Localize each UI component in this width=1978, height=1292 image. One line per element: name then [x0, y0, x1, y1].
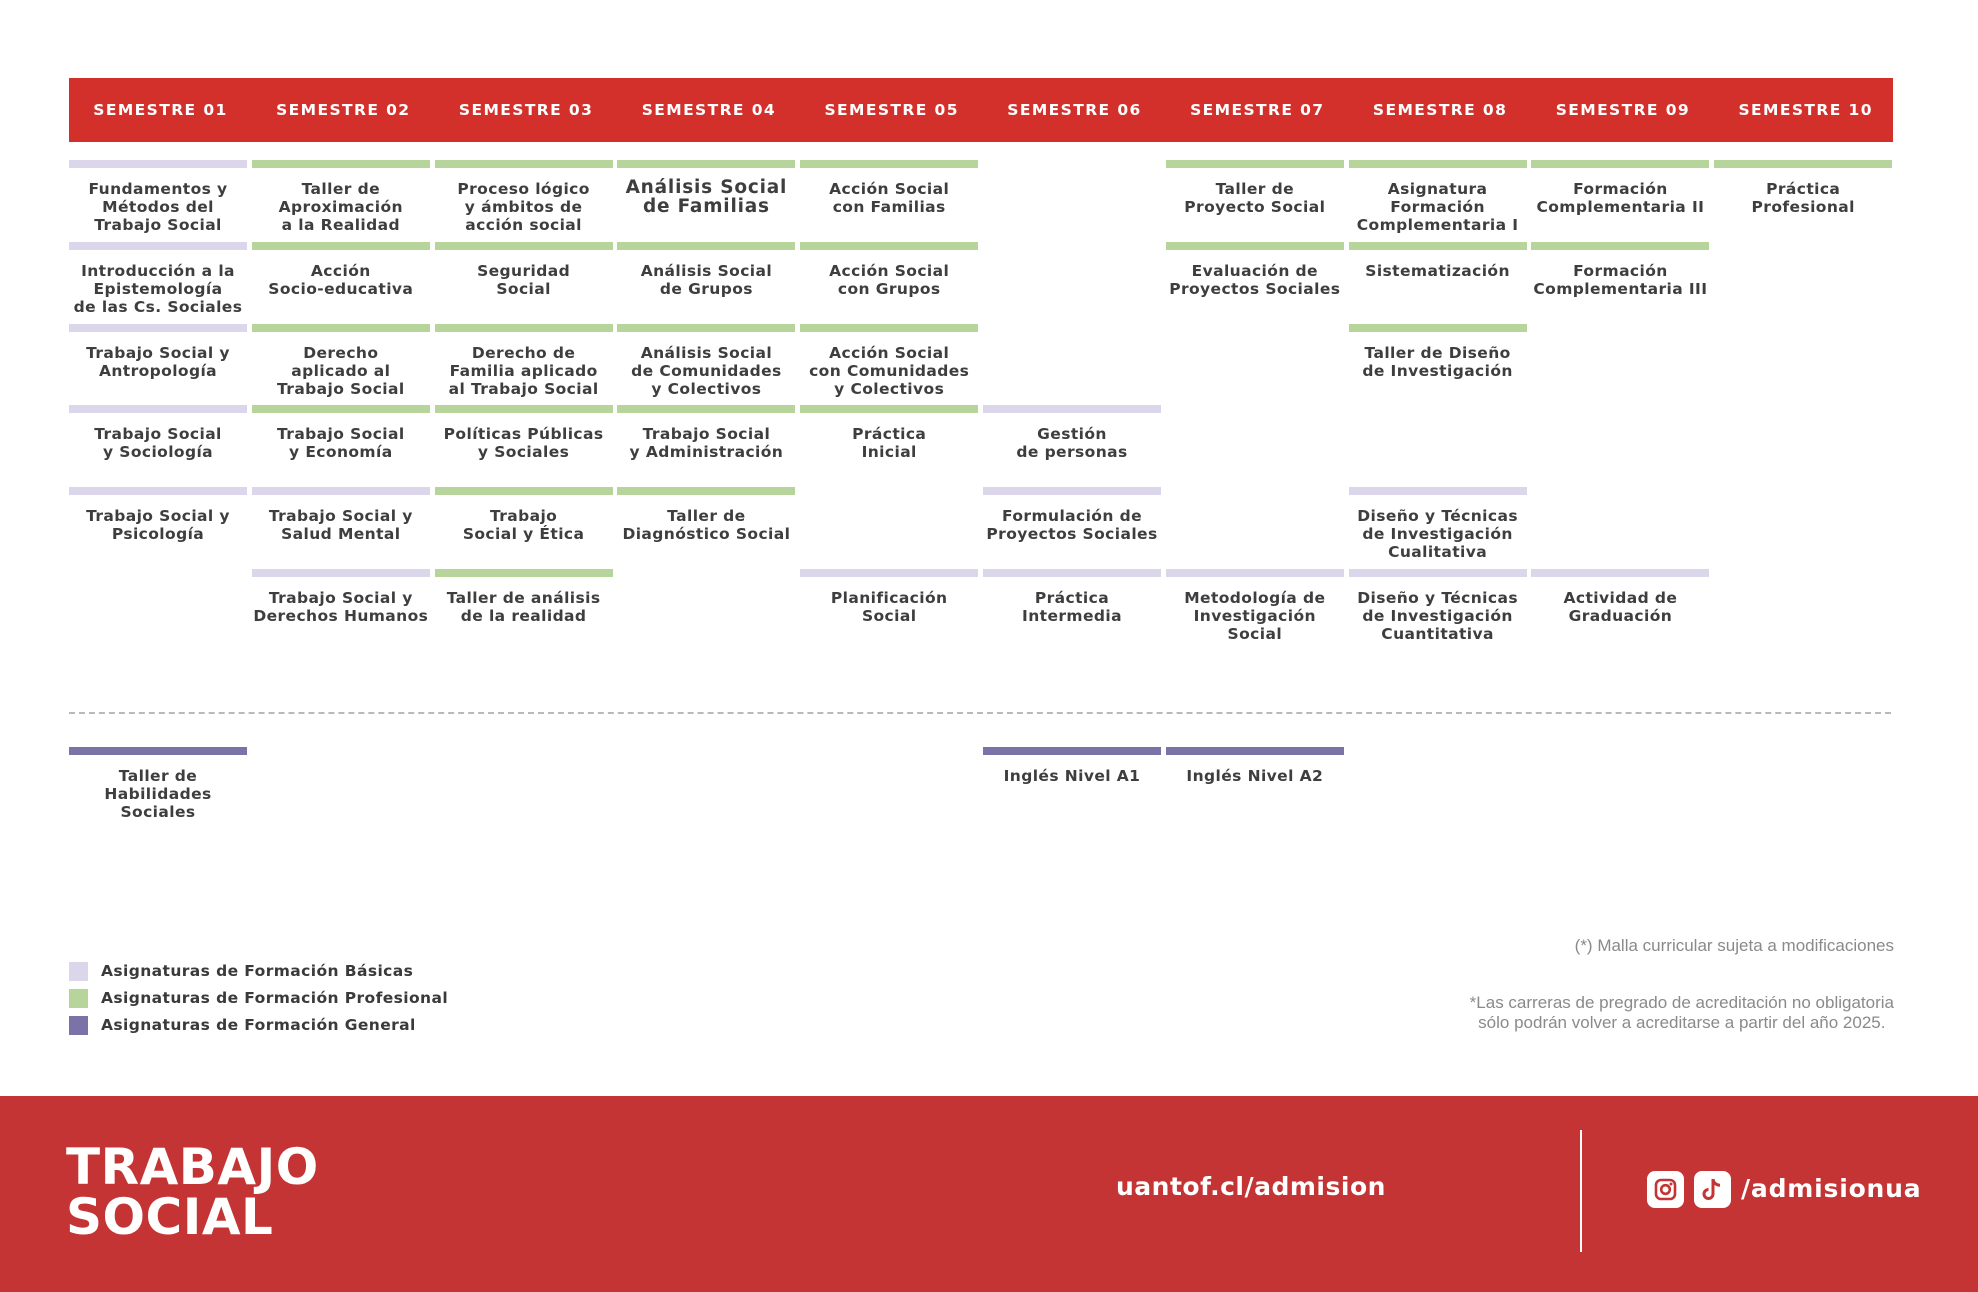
course-card: [1349, 569, 1527, 643]
course-type-bar: [252, 160, 430, 168]
semester-header-8: SEMESTRE 08: [1372, 101, 1508, 119]
course-card: [1714, 160, 1892, 216]
course-card: [800, 242, 978, 298]
course-type-bar: [617, 405, 795, 413]
course-name: Taller de Diseño de Investigación: [1362, 344, 1513, 380]
course-name: Diseño y Técnicas de Investigación Cuantitativa: [1357, 589, 1518, 643]
course-type-bar: [69, 405, 247, 413]
social-handle[interactable]: /admisionua: [1741, 1174, 1922, 1203]
course-card: [69, 747, 247, 821]
course-name: Trabajo Social y Sociología: [94, 425, 222, 461]
legend-swatch-basica: [69, 962, 88, 981]
course-name: Práctica Inicial: [852, 425, 927, 461]
course-card: [69, 160, 247, 234]
course-card: [800, 405, 978, 461]
course-card: [69, 242, 247, 316]
semester-header-5: SEMESTRE 05: [824, 101, 959, 119]
course-name: Evaluación de Proyectos Sociales: [1169, 262, 1341, 298]
course-name: Formulación de Proyectos Sociales: [986, 507, 1158, 543]
course-type-bar: [69, 324, 247, 332]
course-name: Trabajo Social y Administración: [629, 425, 784, 461]
course-name: Planificación Social: [830, 589, 948, 625]
course-name: Taller de análisis de la realidad: [446, 589, 601, 625]
course-type-bar: [983, 569, 1161, 577]
semester-header-7: SEMESTRE 07: [1190, 101, 1325, 119]
course-type-bar: [1714, 160, 1892, 168]
course-card: [983, 747, 1161, 785]
course-name: Sistematización: [1365, 262, 1510, 280]
course-name: Acción Socio-educativa: [268, 262, 414, 298]
course-name: Fundamentos y Métodos del Trabajo Social: [88, 180, 228, 234]
course-type-bar: [1166, 160, 1344, 168]
course-card: [435, 487, 613, 543]
section-divider: [69, 712, 1891, 714]
course-type-bar: [1531, 569, 1709, 577]
course-name: Taller de Proyecto Social: [1184, 180, 1326, 216]
course-type-bar: [1349, 160, 1527, 168]
course-name: Diseño y Técnicas de Investigación Cualitativa: [1357, 507, 1518, 561]
tiktok-icon[interactable]: [1694, 1171, 1731, 1208]
course-type-bar: [252, 242, 430, 250]
course-card: [1166, 242, 1344, 298]
course-type-bar: [983, 405, 1161, 413]
semester-header-1: SEMESTRE 01: [93, 101, 228, 119]
course-card: [800, 569, 978, 625]
course-type-bar: [617, 487, 795, 495]
course-type-bar: [435, 487, 613, 495]
course-name: Gestión de personas: [1016, 425, 1128, 461]
course-card: [983, 405, 1161, 461]
course-type-bar: [252, 487, 430, 495]
course-name: Acción Social con Grupos: [829, 262, 950, 298]
course-name: Asignatura Formación Complementaria I: [1356, 180, 1519, 234]
course-card: [1349, 324, 1527, 380]
course-type-bar: [435, 405, 613, 413]
course-card: [1166, 569, 1344, 643]
course-type-bar: [1166, 242, 1344, 250]
course-name: Seguridad Social: [477, 262, 571, 298]
course-type-bar: [252, 569, 430, 577]
course-type-bar: [1349, 242, 1527, 250]
course-card: [435, 324, 613, 398]
course-type-bar: [435, 569, 613, 577]
course-name: Derecho de Familia aplicado al Trabajo Social: [448, 344, 599, 398]
course-card: [252, 405, 430, 461]
course-type-bar: [1349, 324, 1527, 332]
course-card: [1349, 242, 1527, 280]
course-name: Práctica Profesional: [1751, 180, 1855, 216]
course-name: Taller de Diagnóstico Social: [622, 507, 791, 543]
course-card: [252, 242, 430, 298]
program-title: TRABAJO SOCIAL: [66, 1138, 319, 1246]
semester-header-6: SEMESTRE 06: [1007, 101, 1142, 119]
course-name: Análisis Social de Familias: [625, 177, 788, 217]
course-card: [617, 405, 795, 461]
course-card: [69, 324, 247, 380]
course-card: [983, 487, 1161, 543]
course-name: Trabajo Social y Ética: [462, 507, 585, 543]
course-name: Derecho aplicado al Trabajo Social: [277, 344, 405, 398]
course-type-bar: [1531, 160, 1709, 168]
course-type-bar: [69, 747, 247, 755]
course-type-bar: [435, 160, 613, 168]
legend-swatch-general: [69, 1016, 88, 1035]
course-type-bar: [1349, 487, 1527, 495]
course-type-bar: [69, 487, 247, 495]
course-card: [435, 160, 613, 234]
course-type-bar: [435, 324, 613, 332]
course-name: Metodología de Investigación Social: [1184, 589, 1326, 643]
course-type-bar: [252, 324, 430, 332]
website-link[interactable]: uantof.cl/admision: [1116, 1172, 1386, 1201]
course-card: [69, 405, 247, 461]
course-type-bar: [983, 747, 1161, 755]
course-name: Trabajo Social y Economía: [277, 425, 405, 461]
course-card: [1531, 242, 1709, 298]
course-name: Taller de Habilidades Sociales: [104, 767, 212, 821]
course-card: [435, 242, 613, 298]
course-card: [1349, 160, 1527, 234]
course-card: [617, 160, 795, 216]
semester-header-4: SEMESTRE 04: [641, 101, 777, 119]
course-name: Inglés Nivel A1: [1003, 767, 1141, 785]
course-type-bar: [1531, 242, 1709, 250]
legend-label: Asignaturas de Formación Profesional: [101, 989, 449, 1007]
course-name: Acción Social con Comunidades y Colectivos: [809, 344, 970, 398]
course-name: Actividad de Graduación: [1563, 589, 1678, 625]
semester-header-10: SEMESTRE 10: [1738, 101, 1873, 119]
course-card: [1166, 160, 1344, 216]
course-type-bar: [983, 487, 1161, 495]
course-type-bar: [617, 242, 795, 250]
course-card: [617, 242, 795, 298]
course-name: Análisis Social de Grupos: [640, 262, 773, 298]
modifications-note: (*) Malla curricular sujeta a modificaciones: [1574, 936, 1894, 955]
course-type-bar: [617, 324, 795, 332]
course-type-bar: [1166, 569, 1344, 577]
accreditation-note: *Las carreras de pregrado de acreditación no obligatoria sólo podrán volver a acreditarse a partir del año 2025.: [1469, 993, 1894, 1032]
course-name: Inglés Nivel A2: [1186, 767, 1324, 785]
course-card: [1531, 569, 1709, 625]
course-card: [435, 405, 613, 461]
course-card: [983, 569, 1161, 625]
course-name: Acción Social con Familias: [829, 180, 950, 216]
course-name: Trabajo Social y Derechos Humanos: [253, 589, 429, 625]
semester-header-9: SEMESTRE 09: [1555, 101, 1691, 119]
legend-label: Asignaturas de Formación Básicas: [101, 962, 414, 980]
course-type-bar: [800, 405, 978, 413]
course-card: [800, 160, 978, 216]
course-type-bar: [800, 324, 978, 332]
course-name: Políticas Públicas y Sociales: [443, 425, 604, 461]
course-card: [252, 160, 430, 234]
course-name: Taller de Aproximación a la Realidad: [278, 180, 403, 234]
course-name: Análisis Social de Comunidades y Colectivos: [631, 344, 782, 398]
course-type-bar: [1166, 747, 1344, 755]
course-card: [1166, 747, 1344, 785]
course-name: Formación Complementaria III: [1533, 262, 1708, 298]
course-type-bar: [800, 242, 978, 250]
instagram-icon[interactable]: [1647, 1171, 1684, 1208]
legend-label: Asignaturas de Formación General: [101, 1016, 416, 1034]
course-card: [617, 324, 795, 398]
course-name: Trabajo Social y Psicología: [86, 507, 230, 543]
course-name: Formación Complementaria II: [1536, 180, 1705, 216]
course-card: [252, 487, 430, 543]
course-type-bar: [800, 569, 978, 577]
semester-header-3: SEMESTRE 03: [458, 101, 594, 119]
course-name: Introducción a la Epistemología de las Cs. Sociales: [73, 262, 243, 316]
course-type-bar: [252, 405, 430, 413]
course-name: Proceso lógico y ámbitos de acción social: [457, 180, 590, 234]
course-type-bar: [435, 242, 613, 250]
course-card: [800, 324, 978, 398]
course-name: Trabajo Social y Antropología: [86, 344, 230, 380]
semester-header-bar: [69, 78, 1893, 142]
course-type-bar: [69, 242, 247, 250]
course-type-bar: [800, 160, 978, 168]
course-card: [252, 569, 430, 625]
course-card: [69, 487, 247, 543]
course-card: [435, 569, 613, 625]
course-type-bar: [69, 160, 247, 168]
course-type-bar: [1349, 569, 1527, 577]
semester-header-2: SEMESTRE 02: [276, 101, 411, 119]
course-name: Práctica Intermedia: [1022, 589, 1122, 625]
course-card: [1531, 160, 1709, 216]
footer-divider: [1580, 1130, 1582, 1252]
course-card: [1349, 487, 1527, 561]
course-card: [617, 487, 795, 543]
course-name: Trabajo Social y Salud Mental: [268, 507, 413, 543]
legend-swatch-profesional: [69, 989, 88, 1008]
course-card: [252, 324, 430, 398]
course-type-bar: [617, 160, 795, 168]
footer: [0, 1096, 1978, 1292]
